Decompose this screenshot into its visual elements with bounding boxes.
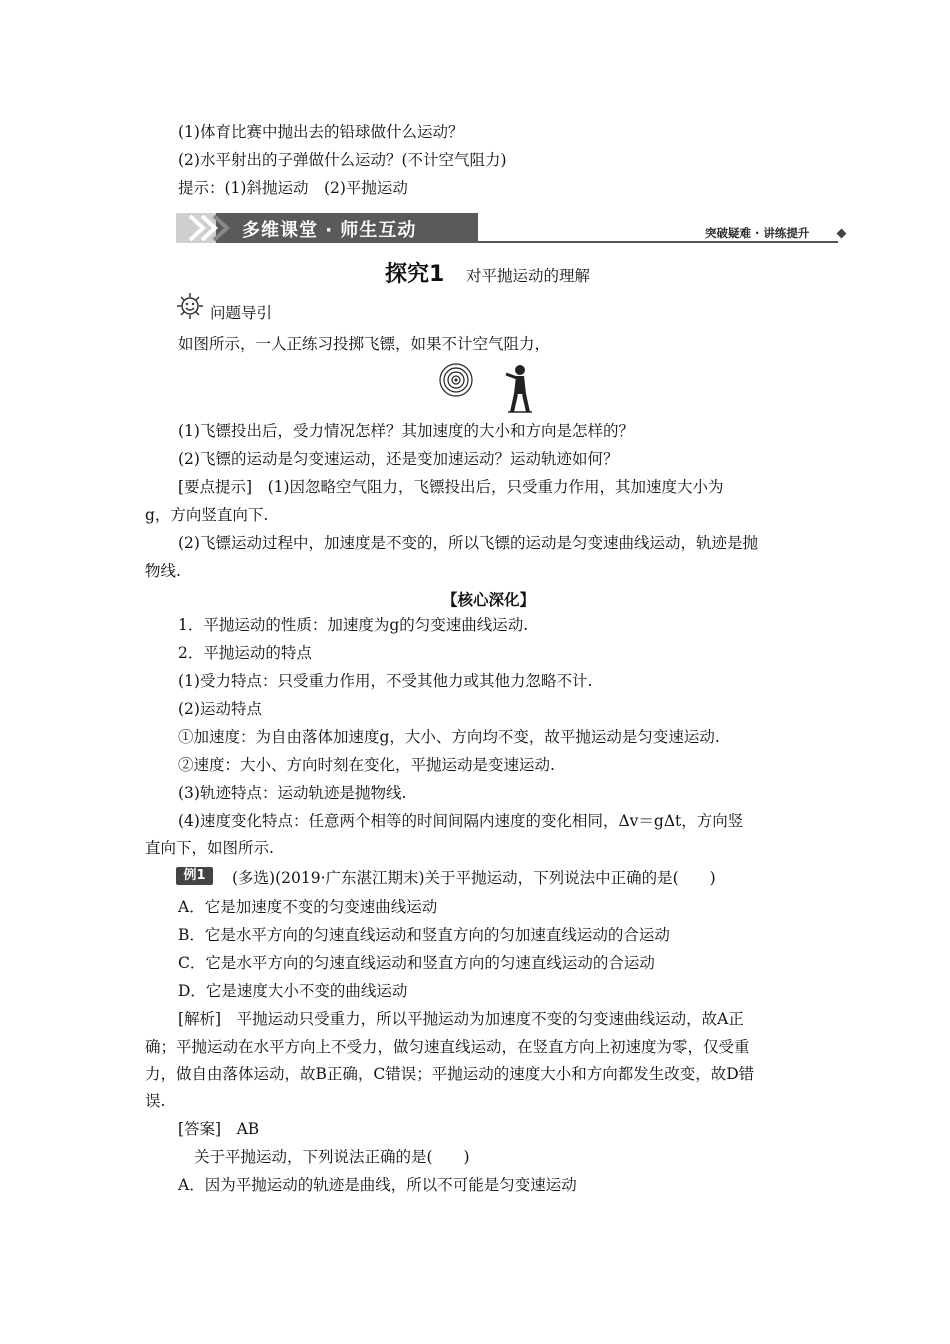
intro-question-2: (2)水平射出的子弹做什么运动？(不计空气阻力): [178, 151, 507, 169]
practice-option-a: A．因为平抛运动的轨迹是曲线，所以不可能是匀变速运动: [178, 1176, 577, 1194]
diamond-icon: [837, 229, 847, 239]
core-point-1: 1．平抛运动的性质：加速度为g的匀变速曲线运动.: [178, 616, 529, 634]
dart-thrower-illustration: [438, 362, 538, 414]
intro-hint: 提示：(1)斜抛运动 (2)平抛运动: [178, 179, 408, 197]
banner-rule: [478, 241, 838, 243]
core-point-8-line-2: 直向下，如图所示.: [145, 839, 274, 857]
tip2-line-2: 物线.: [145, 562, 181, 580]
guide-label: 问题导引: [210, 304, 273, 322]
example-option-c: C．它是水平方向的匀速直线运动和竖直方向的匀速直线运动的合运动: [178, 954, 655, 972]
core-point-3: (1)受力特点：只受重力作用，不受其他力或其他力忽略不计.: [178, 672, 593, 690]
example-stem: (多选)(2019·广东湛江期末)关于平抛运动，下列说法中正确的是( ): [232, 869, 716, 887]
core-point-2: 2．平抛运动的特点: [178, 644, 312, 662]
example-option-a: A．它是加速度不变的匀变速曲线运动: [178, 898, 438, 916]
analysis-line-1: [解析] 平抛运动只受重力，所以平抛运动为加速度不变的匀变速曲线运动，故A正: [178, 1010, 744, 1028]
tip2-line-1: (2)飞镖运动过程中，加速度是不变的，所以飞镖的运动是匀变速曲线运动，轨迹是抛: [178, 534, 758, 552]
guide-text: 如图所示，一人正练习投掷飞镖，如果不计空气阻力，: [178, 335, 551, 353]
explore-subtitle: 对平抛运动的理解: [466, 267, 591, 285]
explore-title: 探究1: [385, 262, 445, 287]
banner-title: 多维课堂 · 师生互动: [242, 220, 417, 241]
practice-stem: 关于平抛运动，下列说法正确的是( ): [194, 1148, 470, 1166]
core-point-4: (2)运动特点: [178, 700, 262, 718]
core-point-5: ①加速度：为自由落体加速度g，大小、方向均不变，故平抛运动是匀变速运动.: [178, 728, 720, 746]
analysis-line-4: 误.: [145, 1092, 166, 1110]
example-badge: 例1: [176, 867, 213, 885]
core-point-7: (3)轨迹特点：运动轨迹是抛物线.: [178, 784, 407, 802]
core-heading: 【核心深化】: [442, 590, 536, 609]
answer: [答案] AB: [178, 1120, 260, 1138]
example-option-b: B．它是水平方向的匀速直线运动和竖直方向的匀加速直线运动的合运动: [178, 926, 670, 944]
guide-question-1: (1)飞镖投出后，受力情况怎样？其加速度的大小和方向是怎样的？: [178, 422, 634, 440]
tip-line-1: [要点提示] (1)因忽略空气阻力，飞镖投出后，只受重力作用，其加速度大小为: [178, 478, 724, 496]
example-option-d: D．它是速度大小不变的曲线运动: [178, 982, 408, 1000]
core-point-6: ②速度：大小、方向时刻在变化，平抛运动是变速运动.: [178, 756, 555, 774]
analysis-line-2: 确；平抛运动在水平方向上不受力，做匀速直线运动，在竖直方向上初速度为零，仅受重: [145, 1038, 750, 1056]
core-point-8-line-1: (4)速度变化特点：任意两个相等的时间间隔内速度的变化相同，Δv＝gΔt，方向竖: [178, 812, 744, 830]
tip-line-2: g，方向竖直向下.: [145, 506, 269, 524]
smiley-icon: [177, 293, 203, 319]
intro-question-1: (1)体育比赛中抛出去的铅球做什么运动？: [178, 123, 464, 141]
banner-right-label: 突破疑难 · 讲练提升: [705, 226, 810, 240]
analysis-line-3: 力，做自由落体运动，故B正确，C错误；平抛运动的速度大小和方向都发生改变，故D错: [145, 1065, 755, 1083]
guide-question-2: (2)飞镖的运动是匀变速运动，还是变加速运动？运动轨迹如何？: [178, 450, 619, 468]
